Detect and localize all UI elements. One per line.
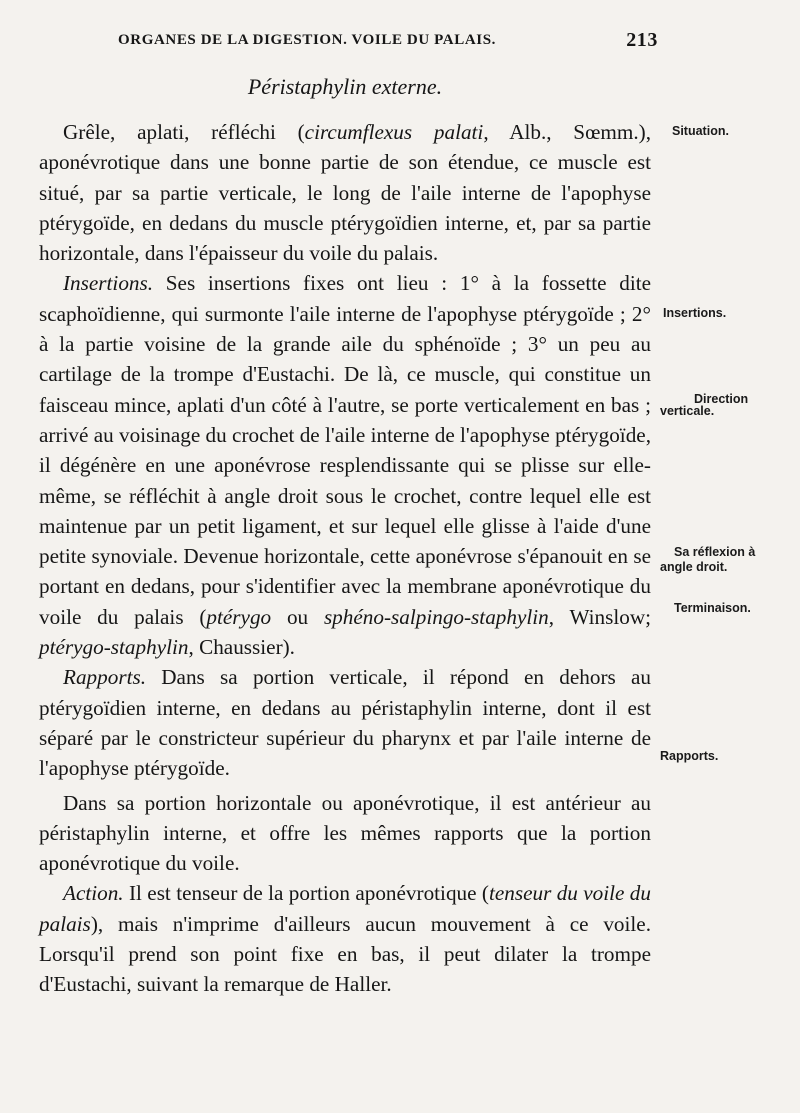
page-number: 213 bbox=[626, 29, 658, 51]
paragraph-action bbox=[39, 878, 651, 999]
paragraph-heading: Rapports. bbox=[63, 665, 146, 690]
text-run: Il est tenseur de la portion aponévrotique ( bbox=[123, 881, 489, 906]
text-run: Grêle, aplati, réfléchi ( bbox=[63, 120, 305, 144]
text-run: ou bbox=[271, 604, 324, 629]
margin-note-situation: Situation. bbox=[672, 124, 729, 138]
margin-note-verticale: verticale. bbox=[660, 404, 715, 418]
paragraph-description bbox=[39, 117, 651, 268]
body-text bbox=[39, 117, 651, 1000]
paragraph-insertions bbox=[39, 268, 651, 662]
text-run: , Alb., Sœmm.), aponévrotique dans une bonne partie de son étendue, ce muscle est situé, par sa partie verticale, le long de l'aile interne de l'apophyse ptérygoïde, en dedans du muscle ptérygoïdien interne, et, par sa partie horizontale, dans l'épaisseur du voile du palais. bbox=[39, 120, 651, 266]
paragraph-heading: Insertions. bbox=[63, 271, 154, 296]
text-run-italic: tenseur du voile du palais bbox=[39, 881, 651, 936]
text-run: , Chaussier). bbox=[188, 635, 295, 660]
margin-note-reflexion: Sa réflexion à bbox=[674, 545, 756, 559]
text-run-italic: circumflexus palati bbox=[304, 120, 484, 144]
text-run-italic: ptérygo bbox=[206, 604, 272, 629]
running-title: ORGANES DE LA DIGESTION. VOILE DU PALAIS. bbox=[118, 32, 496, 48]
margin-note-direction: Direction bbox=[694, 392, 749, 406]
text-run: Ses insertions fixes ont lieu : 1° à la fossette dite scaphoïdienne, qui surmonte l'aile interne de l'apophyse ptérygoïde ; 2° à la partie voisine de la grande aile du sphénoïde ; 3° un peu au cartilage de la trompe d'Eustachi. De là, ce muscle, qui constitue un faisceau mince, aplati d'un côté à l'autre, se porte verticalement en bas ; arrivé au voisinage du crochet de l'aile interne de l'apophyse ptérygoïde, il dégénère en une aponévrose resplendissante qui se plisse sur elle-même, se réfléchit à angle droit sous le crochet, contre lequel elle est maintenue par un petit ligament, et sur lequel elle glisse à l'aide d'une petite synoviale. Devenue horizontale, cette aponévrose s'épanouit en se portant en dedans, pour s'identifier avec la membrane aponévrotique du voile du palais ( bbox=[39, 271, 651, 629]
running-header bbox=[118, 29, 658, 51]
text-run-italic: ptérygo-staphylin bbox=[39, 635, 189, 660]
margin-note-terminaison: Terminaison. bbox=[674, 601, 751, 615]
text-run: ), mais n'imprime d'ailleurs aucun mouvement à ce voile. Lorsqu'il prend son point fixe en bas, il peut dilater la trompe d'Eustachi, suivant la remarque de Haller. bbox=[39, 911, 651, 997]
section-title: Péristaphylin externe. bbox=[247, 74, 443, 99]
margin-note-insertions: Insertions. bbox=[663, 306, 727, 320]
text-run-italic: sphéno-salpingo-staphylin bbox=[323, 604, 549, 629]
paragraph-rapports bbox=[39, 662, 651, 783]
text-run: , Winslow; bbox=[548, 604, 652, 629]
text-run: Dans sa portion verticale, il répond en dehors au ptérygoïdien interne, en dedans au péristaphylin interne, dont il est séparé par le constricteur supérieur du pharynx et par l'aile interne de l'apophyse ptérygoïde. bbox=[39, 665, 651, 781]
margin-note-rapports: Rapports. bbox=[660, 749, 719, 763]
paragraph-heading: Action. bbox=[63, 881, 124, 906]
paragraph-rapports-horizontal: Dans sa portion horizontale ou aponévrotique, il est antérieur au péristaphylin interne, et offre les mêmes rapports que la portion aponévrotique du voile. bbox=[39, 790, 651, 876]
margin-note-angle-droit: angle droit. bbox=[660, 560, 728, 574]
